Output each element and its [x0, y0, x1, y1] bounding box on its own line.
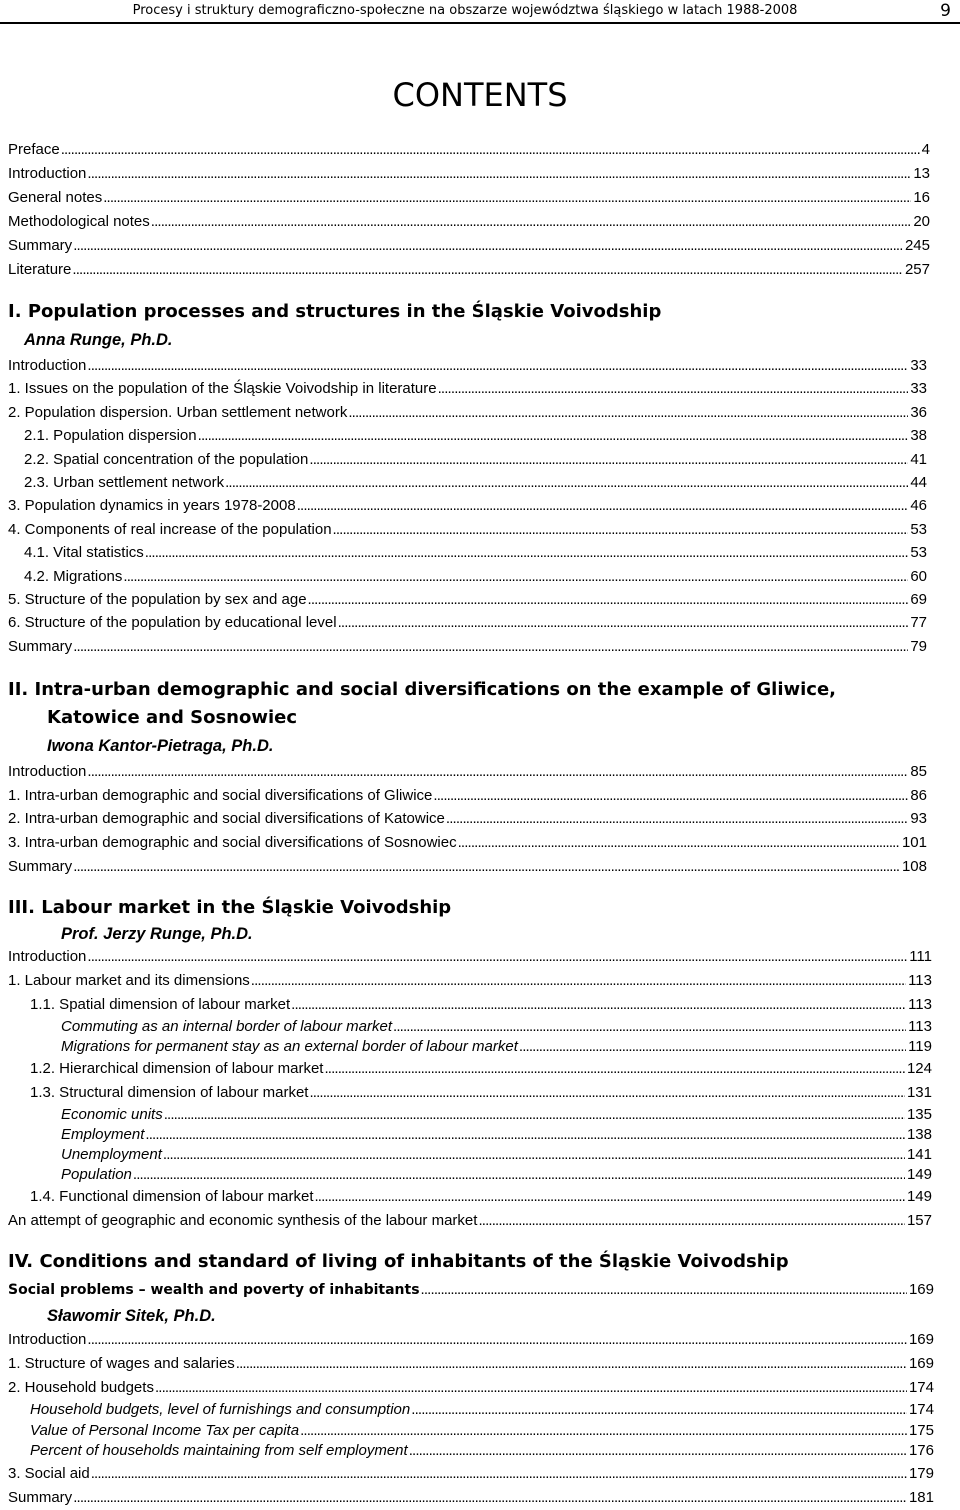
toc-entry-title: Methodological notes — [8, 213, 150, 230]
dot-leader — [432, 784, 908, 808]
dot-leader — [410, 1400, 907, 1421]
toc-entry — [8, 831, 927, 855]
part-entries — [8, 760, 927, 878]
toc-entry-page-number: 108 — [901, 857, 927, 875]
toc-entry-page-number: 113 — [908, 1018, 932, 1035]
toc-entry — [8, 1105, 932, 1125]
toc-entry-page-number: 4 — [921, 141, 930, 158]
dot-leader — [197, 424, 909, 447]
toc-entry-title: Household budgets, level of furnishings and consumption — [30, 1401, 411, 1418]
toc-entry-title: 1.3. Structural dimension of labour market — [30, 1084, 309, 1101]
toc-entry-title: General notes — [8, 189, 103, 206]
toc-entry-page-number: 85 — [910, 763, 927, 780]
toc-entry-title: Summary — [8, 237, 73, 254]
part-subtitle-title: Social problems – wealth and poverty of inhabitants — [8, 1282, 420, 1298]
toc-entry-page-number: 36 — [910, 403, 927, 421]
dot-leader — [347, 401, 908, 424]
dot-leader — [132, 1165, 905, 1185]
dot-leader — [518, 1037, 906, 1057]
toc-entry-title: Economic units — [61, 1106, 163, 1123]
toc-entry-title: Unemployment — [61, 1146, 162, 1163]
part-subtitle — [8, 1276, 934, 1304]
toc-entry — [8, 1037, 932, 1057]
dot-leader — [337, 611, 909, 634]
dot-leader — [296, 494, 909, 517]
toc-entry-title: An attempt of geographic and economic synthesis of the labour market — [8, 1212, 478, 1229]
toc-entry-title: 1. Labour market and its dimensions — [8, 972, 250, 989]
part-title-text: Labour market in the Śląskie Voivodship — [41, 897, 452, 918]
toc-entry — [8, 494, 927, 517]
toc-entry — [8, 784, 927, 808]
toc-entry-page-number: 13 — [913, 165, 930, 182]
part-i — [8, 298, 927, 658]
dot-leader — [60, 138, 920, 162]
dot-leader — [144, 1125, 905, 1145]
toc-entry — [8, 518, 927, 541]
dot-leader — [122, 565, 908, 588]
toc-entry-title: 4.2. Migrations — [24, 567, 123, 585]
toc-entry-page-number: 60 — [910, 567, 927, 585]
toc-entry-title: Migrations for permanent stay as an external border of labour market — [61, 1038, 518, 1055]
toc-entry-title: Summary — [8, 637, 73, 655]
toc-entry — [8, 541, 927, 564]
toc-entry-page-number: 20 — [913, 213, 930, 230]
dot-leader — [308, 448, 908, 471]
dot-leader — [90, 1462, 907, 1486]
dot-leader — [307, 588, 909, 611]
toc-entry-title: 4.1. Vital statistics — [24, 544, 144, 562]
part-numeral: III. — [8, 897, 35, 918]
part-numeral: I. — [8, 301, 22, 322]
front-matter-list — [8, 138, 930, 282]
toc-entry-title: Introduction — [8, 165, 87, 182]
toc-entry — [8, 1185, 932, 1209]
dot-leader — [72, 855, 900, 879]
toc-entry — [8, 1352, 934, 1376]
dot-leader — [437, 377, 909, 400]
part-author: Anna Runge, Ph.D. — [24, 331, 173, 349]
part-numeral: II. — [8, 679, 29, 700]
toc-entry-title: 2. Household budgets — [8, 1379, 154, 1396]
toc-entry-page-number: 176 — [908, 1442, 934, 1459]
toc-entry-title: Introduction — [8, 357, 87, 374]
toc-entry-page-number: 175 — [908, 1421, 934, 1439]
toc-entry-page-number: 33 — [910, 380, 927, 398]
toc-entry-title: Value of Personal Income Tax per capita — [30, 1421, 300, 1439]
toc-entry — [8, 1081, 932, 1105]
part-author: Prof. Jerzy Runge, Ph.D. — [61, 925, 253, 943]
toc-entry-page-number: 157 — [906, 1212, 932, 1229]
part-ii — [8, 676, 927, 878]
dot-leader — [102, 186, 911, 210]
toc-entry-page-number: 119 — [908, 1038, 932, 1055]
toc-entry-title: 2.1. Population dispersion — [24, 427, 197, 445]
part-title — [8, 676, 927, 704]
toc-entry-page-number: 101 — [901, 834, 927, 852]
toc-entry — [8, 1441, 934, 1462]
toc-entry — [8, 1328, 934, 1352]
toc-entry-page-number: 79 — [910, 637, 927, 655]
dot-leader — [290, 993, 906, 1017]
toc-entry — [8, 1017, 932, 1037]
toc-entry-page-number: 46 — [910, 497, 927, 515]
part-numeral: IV. — [8, 1251, 34, 1272]
toc-entry — [8, 377, 927, 400]
toc-entry — [8, 611, 927, 634]
dot-leader — [144, 541, 909, 564]
dot-leader — [392, 1017, 906, 1037]
toc-entry — [8, 969, 932, 993]
dot-leader — [420, 1276, 907, 1304]
dot-leader — [323, 1057, 905, 1081]
toc-entry — [8, 354, 927, 377]
toc-entry — [8, 1400, 934, 1421]
toc-entry-title: 4. Components of real increase of the population — [8, 520, 332, 538]
toc-entry — [8, 162, 930, 186]
toc-entry — [8, 1421, 934, 1442]
dot-leader — [86, 354, 908, 377]
toc-entry-title: Employment — [61, 1126, 145, 1143]
toc-entry — [8, 1376, 934, 1400]
toc-entry-page-number: 111 — [909, 948, 932, 965]
toc-entry — [8, 1209, 932, 1233]
toc-entry-page-number: 138 — [906, 1126, 932, 1143]
toc-entry-title: 1.4. Functional dimension of labour market — [30, 1188, 314, 1205]
toc-entry-page-number: 77 — [910, 614, 927, 632]
dot-leader — [86, 760, 908, 784]
toc-entry-page-number: 113 — [908, 972, 932, 989]
part-title — [8, 893, 932, 923]
dot-leader — [86, 162, 911, 186]
toc-entry-title: 1.2. Hierarchical dimension of labour market — [30, 1060, 324, 1077]
dot-leader — [72, 234, 903, 258]
part-title — [8, 1248, 934, 1276]
toc-entry-page-number: 174 — [908, 1401, 934, 1418]
toc-entry-title: 6. Structure of the population by educational level — [8, 614, 337, 632]
running-header — [0, 0, 960, 24]
toc-entry — [8, 760, 927, 784]
toc-entry-page-number: 257 — [904, 261, 930, 278]
dot-leader — [250, 969, 906, 993]
toc-entry-title: Summary — [8, 857, 73, 875]
toc-entry-page-number: 245 — [904, 237, 930, 254]
toc-entry — [8, 424, 927, 447]
dot-leader — [235, 1352, 907, 1376]
toc-entry-page-number: 141 — [906, 1146, 932, 1163]
toc-entry-title: Commuting as an internal border of labour market — [61, 1018, 392, 1035]
dot-leader — [150, 210, 912, 234]
toc-entry — [8, 1145, 932, 1165]
toc-entry-page-number: 53 — [910, 544, 927, 562]
dot-leader — [477, 1209, 905, 1233]
toc-entry-title: Preface — [8, 141, 60, 158]
toc-entry-title: 1. Issues on the population of the Śląskie Voivodship in literature — [8, 380, 437, 398]
dot-leader — [86, 945, 907, 969]
toc-entry-title: 3. Intra-urban demographic and social diversifications of Sosnowiec — [8, 834, 457, 852]
toc-entry — [8, 471, 927, 494]
toc-entry — [8, 1057, 932, 1081]
toc-entry — [8, 1462, 934, 1486]
part-author: Iwona Kantor-Pietraga, Ph.D. — [47, 737, 274, 755]
toc-entry-page-number: 124 — [906, 1060, 932, 1077]
part-iii — [8, 893, 932, 1233]
toc-entry — [8, 855, 927, 879]
dot-leader — [163, 1105, 905, 1125]
toc-entry-page-number: 135 — [906, 1106, 932, 1123]
toc-entry-page-number: 33 — [910, 357, 927, 374]
toc-entry-page-number: 149 — [906, 1166, 932, 1183]
part-title-text: Population processes and structures in the Śląskie Voivodship — [27, 301, 662, 322]
toc-entry-page-number: 181 — [908, 1488, 934, 1506]
toc-entry — [8, 993, 932, 1017]
dot-leader — [224, 471, 908, 494]
toc-entry-page-number: 44 — [910, 473, 927, 491]
toc-entry-page-number: 174 — [908, 1379, 934, 1396]
toc-entry-title: 1. Intra-urban demographic and social diversifications of Gliwice — [8, 786, 433, 804]
running-header-page-number: 9 — [940, 1, 951, 21]
toc-entry-title: 3. Social aid — [8, 1464, 90, 1482]
toc-entry — [8, 448, 927, 471]
dot-leader — [71, 258, 903, 282]
contents-heading: CONTENTS — [392, 76, 568, 114]
dot-leader — [72, 1486, 907, 1510]
toc-entry-title: Introduction — [8, 763, 87, 780]
toc-entry-title: 2. Population dispersion. Urban settlement network — [8, 403, 348, 421]
toc-entry — [8, 635, 927, 658]
part-entries — [8, 354, 927, 658]
toc-entry-page-number: 113 — [908, 996, 932, 1013]
toc-entry-page-number: 149 — [906, 1188, 932, 1205]
toc-entry-page-number: 69 — [910, 590, 927, 608]
toc-entry-title: 1.1. Spatial dimension of labour market — [30, 996, 291, 1013]
toc-entry-title: 3. Population dynamics in years 1978-2008 — [8, 497, 296, 515]
part-entries — [8, 945, 932, 1233]
toc-entry-title: 1. Structure of wages and salaries — [8, 1355, 235, 1372]
dot-leader — [457, 831, 900, 855]
toc-entry-title: Literature — [8, 261, 72, 278]
toc-entry — [8, 210, 930, 234]
part-subtitle-page-number: 169 — [908, 1281, 934, 1298]
part-title-text: Conditions and standard of living of inhabitants of the Śląskie Voivodship — [39, 1251, 789, 1272]
dot-leader — [445, 807, 908, 831]
toc-entry-title: Introduction — [8, 1331, 87, 1348]
dot-leader — [408, 1441, 907, 1462]
toc-entry-page-number: 169 — [908, 1331, 934, 1348]
toc-entry — [8, 1125, 932, 1145]
dot-leader — [154, 1376, 907, 1400]
toc-entry — [8, 588, 927, 611]
toc-entry-page-number: 169 — [908, 1355, 934, 1372]
toc-entry-title: Introduction — [8, 948, 87, 965]
dot-leader — [313, 1185, 904, 1209]
toc-entry-page-number: 179 — [908, 1464, 934, 1482]
toc-entry — [8, 186, 930, 210]
toc-entry-page-number: 38 — [910, 427, 927, 445]
toc-entry-page-number: 86 — [910, 786, 927, 804]
toc-entry — [8, 234, 930, 258]
toc-entry-title: 5. Structure of the population by sex and age — [8, 590, 307, 608]
toc-entry — [8, 807, 927, 831]
toc-entry — [8, 138, 930, 162]
part-title-continuation: Katowice and Sosnowiec — [47, 707, 298, 728]
toc-entry — [8, 565, 927, 588]
toc-entry — [8, 401, 927, 424]
toc-entry — [8, 258, 930, 282]
toc-entry-title: 2.3. Urban settlement network — [24, 473, 225, 491]
toc-entry — [8, 1165, 932, 1185]
part-entries — [8, 1328, 934, 1510]
part-author: Sławomir Sitek, Ph.D. — [47, 1307, 216, 1325]
dot-leader — [72, 635, 908, 658]
toc-entry-page-number: 93 — [910, 810, 927, 828]
toc-entry-page-number: 41 — [910, 450, 927, 468]
toc-entry-title: Percent of households maintaining from self employment — [30, 1442, 408, 1459]
toc-entry-title: Population — [61, 1166, 132, 1183]
toc-entry — [8, 945, 932, 969]
toc-entry-page-number: 53 — [910, 520, 927, 538]
toc-entry-title: 2.2. Spatial concentration of the population — [24, 450, 309, 468]
toc-entry-title: 2. Intra-urban demographic and social diversifications of Katowice — [8, 810, 445, 828]
toc-entry — [8, 1486, 934, 1510]
toc-entry-title: Summary — [8, 1488, 73, 1506]
dot-leader — [308, 1081, 905, 1105]
toc-entry-page-number: 131 — [906, 1084, 932, 1101]
toc-entry-page-number: 16 — [913, 189, 930, 206]
dot-leader — [332, 518, 909, 541]
part-title — [8, 298, 927, 326]
part-iv — [8, 1248, 934, 1510]
dot-leader — [86, 1328, 907, 1352]
dot-leader — [299, 1421, 907, 1442]
dot-leader — [162, 1145, 905, 1165]
part-title-text: Intra-urban demographic and social diversifications on the example of Gliwice, — [34, 679, 837, 700]
running-header-title: Procesy i struktury demograficzno-społeczne na obszarze województwa śląskiego w latach 1988-2008 — [132, 3, 798, 18]
